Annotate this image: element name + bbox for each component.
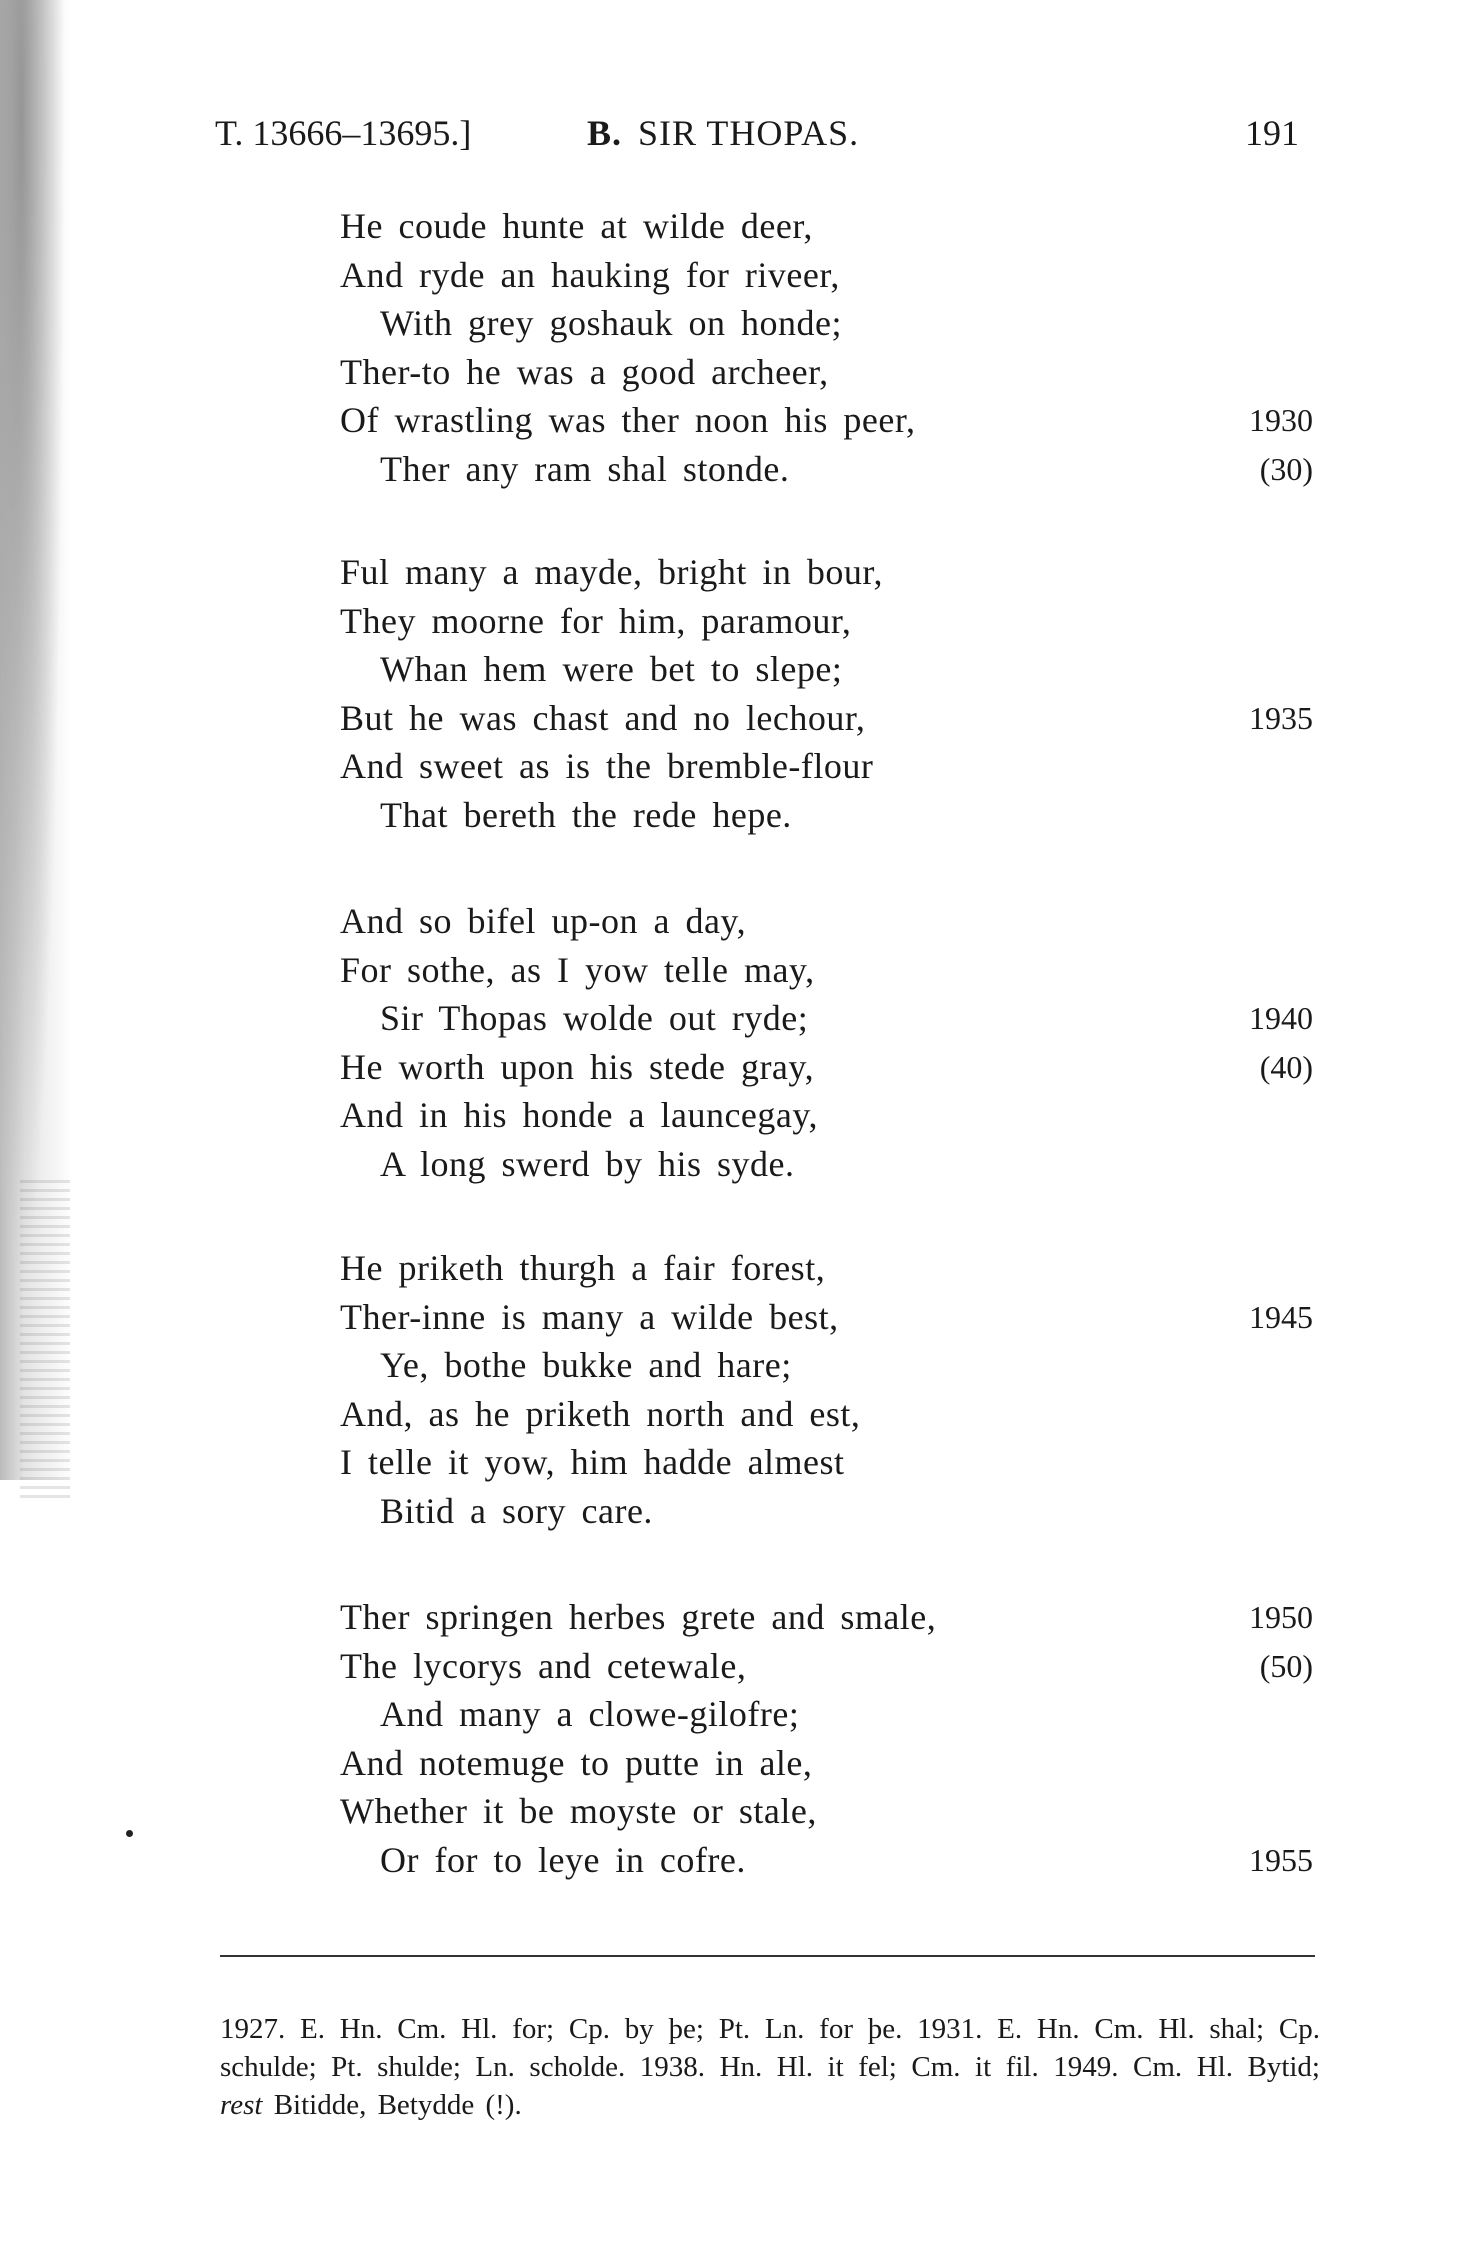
verse-line: And so bifel up-on a day, [340, 901, 747, 941]
verse-line: Ther springen herbes grete and smale, [340, 1597, 937, 1637]
verse-line: Ther-inne is many a wilde best, [340, 1296, 839, 1337]
line-number: (50) [1259, 1647, 1313, 1684]
line-range: T. 13666–13695.] [215, 113, 472, 153]
verse-line: He worth upon his stede gray, [340, 1046, 815, 1087]
verse-line: But he was chast and no lechour, [340, 697, 866, 738]
verse-line: Ful many a mayde, bright in bour, [340, 552, 883, 592]
verse-line: Or for to leye in cofre. [380, 1839, 746, 1880]
verse-line: And in his honde a launcegay, [340, 1095, 819, 1135]
page-binding-speckle [20, 1180, 70, 1500]
verse-line: Whether it be moyste or stale, [340, 1791, 817, 1831]
line-number: 1955 [1249, 1841, 1313, 1878]
line-number: 1940 [1249, 1000, 1313, 1036]
margin-mark [126, 1830, 133, 1837]
verse-line: And, as he priketh north and est, [340, 1393, 861, 1434]
line-number: (30) [1259, 450, 1313, 487]
verse-line: Whan hem were bet to slepe; [380, 649, 843, 689]
verse-line: And notemuge to putte in ale, [340, 1742, 813, 1783]
line-number: 1950 [1249, 1599, 1313, 1635]
verse-line: Bitid a sory care. [380, 1490, 653, 1531]
verse-line: The lycorys and cetewale, [340, 1645, 747, 1686]
verse-line: That bereth the rede hepe. [380, 794, 792, 835]
line-number: 1930 [1249, 402, 1313, 438]
footnote-rule [220, 1955, 1315, 1957]
footnote-text-1: 1927. E. Hn. Cm. Hl. for; Cp. by þe; Pt. Ln. for þe. 1931. E. Hn. Cm. Hl. shal; Cp. schulde; Pt. shulde; Ln. scholde. 1938. Hn. Hl. it fel; Cm. it fil. 1949. Cm. Hl. Bytid; [220, 2013, 1320, 2083]
footnote-text-2: Bitidde, Betydde (!). [273, 2089, 522, 2121]
section-title-text: SIR THOPAS. [638, 113, 860, 153]
verse-line: Sir Thopas wolde out ryde; [380, 998, 809, 1038]
verse-line: With grey goshauk on honde; [380, 303, 842, 343]
line-number: (40) [1259, 1048, 1313, 1085]
footnotes [220, 2010, 1320, 2124]
verse-line: And sweet as is the bremble-flour [340, 746, 874, 786]
verse-line: For sothe, as I yow telle may, [340, 949, 815, 990]
verse-line: I telle it yow, him hadde almest [340, 1442, 845, 1482]
section-title [587, 112, 859, 154]
verse-line: He coude hunte at wilde deer, [340, 206, 813, 246]
line-number: 1945 [1249, 1298, 1313, 1335]
page-number: 191 [1245, 113, 1299, 153]
line-number: 1935 [1249, 699, 1313, 736]
verse-line: Of wrastling was ther noon his peer, [340, 400, 916, 440]
verse-line: A long swerd by his syde. [380, 1143, 795, 1184]
verse-line: Ye, bothe bukke and hare; [380, 1345, 792, 1385]
verse-line: Ther-to he was a good archeer, [340, 351, 829, 392]
verse-line: Ther any ram shal stonde. [380, 448, 790, 489]
verse-line: They moorne for him, paramour, [340, 600, 852, 641]
footnote-italic: rest [220, 2089, 263, 2121]
verse-line: He priketh thurgh a fair forest, [340, 1248, 826, 1288]
running-header [215, 112, 1315, 172]
section-letter: B. [587, 113, 623, 153]
verse-line: And many a clowe-gilofre; [380, 1694, 800, 1734]
verse-line: And ryde an hauking for riveer, [340, 254, 840, 295]
